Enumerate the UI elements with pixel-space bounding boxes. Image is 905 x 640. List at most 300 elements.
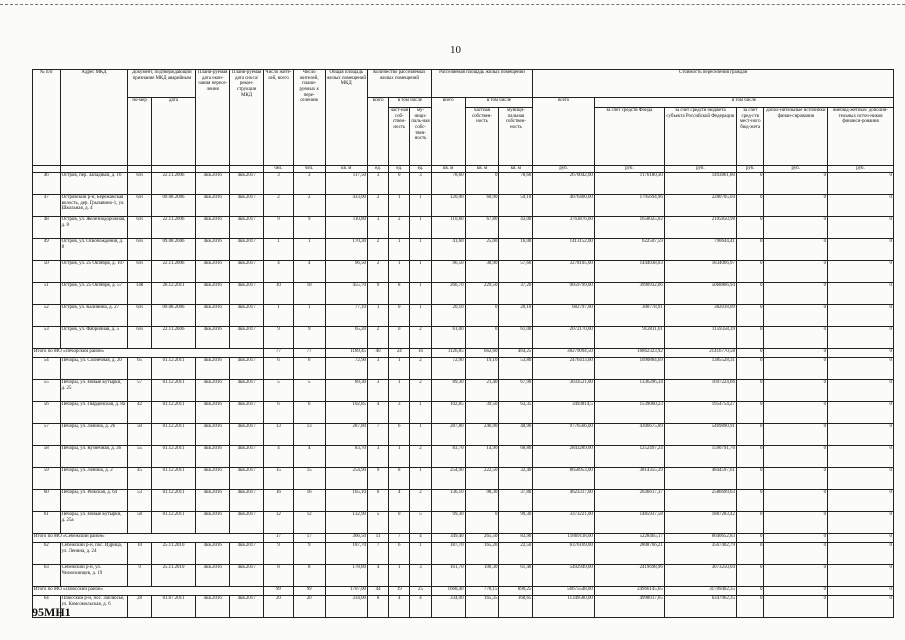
cell-rt: 4	[367, 402, 388, 424]
cell-am: 22,50	[499, 543, 533, 565]
table-row	[33, 327, 894, 349]
cell-dn: 28	[128, 596, 151, 618]
cell-ct: 56675548,00	[533, 587, 594, 596]
cell-cf: 4998017,65	[594, 596, 664, 618]
cell-p1: 4кв.2016	[196, 283, 230, 305]
cell-cn: 0	[828, 261, 894, 283]
cell-ap: 229,50	[465, 283, 499, 305]
cell-resp: 15	[293, 468, 325, 490]
cell-rp: 6	[389, 543, 410, 565]
cell-cf: 2808766,21	[594, 543, 664, 565]
cell-p2: 4кв.2017	[230, 468, 264, 490]
cell-am: 32,40	[499, 468, 533, 490]
cell-area: 165,10	[325, 490, 367, 512]
cell-area: 455,70	[325, 283, 367, 305]
cell-rt: 1	[367, 305, 388, 327]
cell-cr: 1697224,66	[664, 380, 736, 402]
cell-dd: 22.11.2006	[151, 261, 196, 283]
cell-n: 60	[33, 490, 61, 512]
cell-dn: 50	[128, 424, 151, 446]
cell-ap: 778,15	[465, 587, 499, 596]
cell-ct: 682797,00	[533, 305, 594, 327]
cell-cf: 16862323,92	[594, 349, 664, 358]
cell-cr: 5469890,91	[664, 424, 736, 446]
cell-res: 20	[264, 596, 294, 618]
header-area-private: частная собствен-ность	[465, 108, 499, 166]
cell-rp: 1	[389, 358, 410, 380]
cell-p1: 4кв.2016	[196, 358, 230, 380]
cell-n: 51	[33, 283, 61, 305]
cell-rp: 1	[389, 261, 410, 283]
cell-res: 99	[264, 587, 294, 596]
header-cost-extra: допол-нительные источники финан-сирования	[764, 108, 828, 166]
cell-dn: 58	[128, 512, 151, 534]
cell-dd: 01.12.2011	[151, 468, 196, 490]
cell-rt: 2	[367, 195, 388, 217]
cell-addr: Остров, ул. 25 Октября, д. 107	[60, 261, 128, 283]
cell-p2: 4кв.2017	[230, 305, 264, 327]
cell-cl: 0	[736, 543, 764, 565]
cell-ap: 0	[465, 305, 499, 327]
unit-cell	[230, 166, 264, 173]
cell-ap: 67,80	[465, 217, 499, 239]
cell-n: 55	[33, 380, 61, 402]
cell-ce: 0	[764, 239, 828, 261]
cell-rt: 3	[367, 380, 388, 402]
cell-rm: 3	[410, 173, 431, 195]
cell-ap: 246,90	[465, 424, 499, 446]
cell-resp: 9	[293, 327, 325, 349]
cell-ce: 0	[764, 446, 828, 468]
cell-res: 6	[264, 358, 294, 380]
cell-res: 9	[264, 543, 294, 565]
cell-area: 1707,00	[325, 587, 367, 596]
cell-ap: 21,40	[465, 380, 499, 402]
header-area-incl: в том числе	[465, 98, 533, 108]
cell-ct: 3493814,5	[533, 402, 594, 424]
cell-dn: 10	[128, 543, 151, 565]
cell-cr: 1954754,27	[664, 402, 736, 424]
cell-cf: 1252497,24	[594, 446, 664, 468]
cell-at: 20,10	[431, 305, 465, 327]
cell-ce: 0	[764, 217, 828, 239]
cell-ce: 0	[764, 173, 828, 195]
cell-at: 187,70	[431, 543, 465, 565]
cell-dn: 65	[128, 358, 151, 380]
scan-top-rule	[0, 4, 905, 5]
cell-label: Итого по МО «Себежский район»	[33, 534, 264, 543]
header-planned-resettle: Плани-руемая дата окон-чания пересе-ления	[196, 70, 230, 166]
cell-addr: Плюсский р-н, пос. Заплюсье, ул. Комсомольская, д. 6	[60, 596, 128, 618]
cell-cr: 21416770,58	[664, 349, 736, 358]
cell-ce: 0	[764, 534, 828, 543]
unit-cell	[33, 166, 61, 173]
table-row	[33, 468, 894, 490]
cell-area: 170,30	[325, 239, 367, 261]
cell-dd: 01.12.2011	[151, 512, 196, 534]
cell-dd: 01.12.2011	[151, 380, 196, 402]
cell-res: 9	[264, 217, 294, 239]
cell-dn: 42	[128, 402, 151, 424]
cell-res: 4	[264, 261, 294, 283]
cell-cl: 0	[736, 380, 764, 402]
cell-cn: 0	[828, 358, 894, 380]
cell-p1: 4кв.2016	[196, 512, 230, 534]
unit-cell: ед.	[367, 166, 388, 173]
cell-ct: 8658953,00	[533, 468, 594, 490]
cell-cn: 0	[828, 327, 894, 349]
cell-cr: 4844597,61	[664, 468, 736, 490]
cell-rm: 1	[410, 239, 431, 261]
cell-area: 132,90	[325, 512, 367, 534]
cell-ct: 2670042,00	[533, 173, 594, 195]
cell-at: 136,10	[431, 490, 465, 512]
table-row	[33, 217, 894, 239]
cell-cl: 0	[736, 565, 764, 587]
cell-rp: 24	[389, 349, 410, 358]
cell-ce: 0	[764, 261, 828, 283]
cell-ce: 0	[764, 596, 828, 618]
cell-area: 117,50	[325, 173, 367, 195]
cell-at: 61,00	[431, 327, 465, 349]
cell-resp: 3	[293, 173, 325, 195]
cell-rm: 2	[410, 380, 431, 402]
cell-cn: 0	[828, 195, 894, 217]
cell-cr: 6640652,83	[664, 534, 736, 543]
table-row	[33, 424, 894, 446]
cell-area: 433,00	[325, 195, 367, 217]
cell-rp: 19	[389, 587, 410, 596]
cell-cn: 0	[828, 596, 894, 618]
cell-ct: 5492949,00	[533, 565, 594, 587]
cell-ce: 0	[764, 512, 828, 534]
cell-resp: 6	[293, 402, 325, 424]
cell-resp: 4	[293, 446, 325, 468]
cell-at: 349,40	[431, 534, 465, 543]
cell-dd: 25.11.2010	[151, 565, 196, 587]
table-row	[33, 305, 894, 327]
table-row	[33, 596, 894, 618]
cell-area: 1189,45	[325, 349, 367, 358]
unit-cell: ед.	[410, 166, 431, 173]
cell-cl: 0	[736, 195, 764, 217]
cell-rp: 1	[389, 195, 410, 217]
cell-p2: 4кв.2017	[230, 261, 264, 283]
cell-ap: 19,10	[465, 358, 499, 380]
header-cost: Стоимость переселения граждан	[533, 70, 894, 98]
cell-ap: 222,50	[465, 468, 499, 490]
cell-ce: 0	[764, 543, 828, 565]
cell-cl: 0	[736, 283, 764, 305]
cell-rp: 1	[389, 239, 410, 261]
cell-res: 16	[264, 490, 294, 512]
unit-cell: руб.	[664, 166, 736, 173]
cell-cf: 2036617,37	[594, 490, 664, 512]
cell-cl: 0	[736, 261, 764, 283]
cell-cr: 1493861,80	[664, 173, 736, 195]
cell-addr: Остров, ул. Освобождения, д. 8	[60, 239, 128, 261]
cell-dn: 53	[128, 490, 151, 512]
cell-res: 12	[264, 512, 294, 534]
cell-rt: 7	[367, 424, 388, 446]
cell-p1: 4кв.2016	[196, 239, 230, 261]
unit-cell: ед.	[389, 166, 410, 173]
total-row	[33, 587, 894, 596]
cell-cr: 31709402,35	[664, 587, 736, 596]
cell-am: 78,60	[499, 173, 533, 195]
cell-at: 254,90	[431, 468, 465, 490]
cell-cf: 1444038,03	[594, 261, 664, 283]
cell-area: 110,80	[325, 217, 367, 239]
cell-am: 53,80	[499, 358, 533, 380]
header-address: Адрес МКД	[60, 70, 128, 166]
table-row	[33, 283, 894, 305]
cell-addr: Печоры, ул. Гвардейская, д. 8а	[60, 402, 128, 424]
cell-addr: Печоры, ул. Рижская, д. 64	[60, 490, 128, 512]
cell-p1: 4кв.2016	[196, 195, 230, 217]
cell-area: 254,90	[325, 468, 367, 490]
header-rooms-municipal: му-ници-паль-ная собс-твен-ность	[410, 108, 431, 166]
cell-res: 77	[264, 349, 294, 358]
table-header	[33, 70, 894, 173]
cell-ce: 0	[764, 195, 828, 217]
cell-addr: Островский р-н, Бережанская волость, дер. Грызавино-1, ул. Школьная, д. 4	[60, 195, 128, 217]
cell-area: 287,80	[325, 424, 367, 446]
header-total-area: Общая площадь жилых помещений МКД	[325, 70, 367, 166]
cell-area: 102,85	[325, 402, 367, 424]
cell-rm: 1	[410, 283, 431, 305]
table-row	[33, 239, 894, 261]
cell-p2: 4кв.2017	[230, 173, 264, 195]
cell-area: 187,70	[325, 543, 367, 565]
cell-ce: 0	[764, 402, 828, 424]
cell-res: 15	[264, 468, 294, 490]
cell-cr: 2586699,63	[664, 490, 736, 512]
cell-cf: 300778,91	[594, 305, 664, 327]
cell-p2: 4кв.2017	[230, 565, 264, 587]
cell-ap: 0	[465, 327, 499, 349]
cell-resp: 4	[293, 261, 325, 283]
cell-p2: 4кв.2017	[230, 596, 264, 618]
cell-cn: 0	[828, 446, 894, 468]
cell-rp: 6	[389, 424, 410, 446]
cell-cn: 0	[828, 349, 894, 358]
header-cost-total: всего	[533, 98, 594, 166]
header-rooms-incl: в том числе	[389, 98, 431, 108]
unit-cell: руб.	[828, 166, 894, 173]
header-document: Документ, подтверждающий признание МКД аварийным	[128, 70, 196, 98]
cell-res: 8	[264, 565, 294, 587]
cell-cl: 0	[736, 490, 764, 512]
cell-ct: 9776566,00	[533, 424, 594, 446]
cell-cn: 0	[828, 512, 894, 534]
cell-dd: 22.11.2006	[151, 327, 196, 349]
cell-dn: б/н	[128, 195, 151, 217]
cell-cl: 0	[736, 305, 764, 327]
cell-resp: 6	[293, 358, 325, 380]
unit-cell: руб.	[764, 166, 828, 173]
cell-dd: 28.12.2011	[151, 283, 196, 305]
cell-dn: б/н	[128, 217, 151, 239]
cell-addr: Остров, пер. Западный, д. 16	[60, 173, 128, 195]
cell-res: 1	[264, 239, 294, 261]
cell-ap: 39,50	[465, 402, 499, 424]
cell-dd: 01.12.2011	[151, 424, 196, 446]
cell-area: 334,00	[325, 596, 367, 618]
cell-cf: 3990932,06	[594, 283, 664, 305]
cell-addr: Остров, ул. Калинина, д. 27	[60, 305, 128, 327]
cell-ct: 11869118,00	[533, 534, 594, 543]
header-residents-total: Число жите-лей, всего	[264, 70, 294, 166]
total-row	[33, 534, 894, 543]
cell-rp: 0	[389, 327, 410, 349]
cell-ct: 4076400,00	[533, 195, 594, 217]
cell-p2: 4кв.2017	[230, 512, 264, 534]
cell-rp: 4	[389, 490, 410, 512]
cell-ap: 265,50	[465, 534, 499, 543]
cell-rt: 2	[367, 327, 388, 349]
cell-addr: Остров, ул. 25 Октября, д. 57	[60, 283, 128, 305]
cell-ce: 0	[764, 327, 828, 349]
cell-am: 37,20	[499, 283, 533, 305]
unit-cell	[128, 166, 151, 173]
cell-dd: 09.08.2006	[151, 305, 196, 327]
cell-cf: 1795694,96	[594, 195, 664, 217]
cell-rt: 6	[367, 490, 388, 512]
cell-ct: 4623317,00	[533, 490, 594, 512]
cell-am: 99,30	[499, 512, 533, 534]
cell-ce: 0	[764, 283, 828, 305]
cell-dd: 01.12.2011	[151, 490, 196, 512]
cell-rm: 5	[410, 512, 431, 534]
unit-cell: руб.	[736, 166, 764, 173]
table-row	[33, 490, 894, 512]
cell-ap: 165,20	[465, 543, 499, 565]
cell-rm: 3	[410, 565, 431, 587]
cell-rm: 2	[410, 327, 431, 349]
cell-cr: 1887283,42	[664, 512, 736, 534]
cell-area: 178,80	[325, 565, 367, 587]
cell-rp: 4	[389, 596, 410, 618]
cell-cn: 0	[828, 534, 894, 543]
cell-am: 83,90	[499, 534, 533, 543]
unit-cell: руб.	[594, 166, 664, 173]
cell-cn: 0	[828, 543, 894, 565]
cell-cf: 1485937,58	[594, 512, 664, 534]
header-area-total: всего	[431, 98, 465, 166]
cell-ap: 0	[465, 173, 499, 195]
cell-am: 20,10	[499, 305, 533, 327]
cell-rm: 1	[410, 543, 431, 565]
unit-cell: чел.	[264, 166, 294, 173]
cell-am: 464,25	[499, 349, 533, 358]
cell-dd: 01.12.2011	[151, 446, 196, 468]
cell-cn: 0	[828, 239, 894, 261]
cell-n: 64	[33, 596, 61, 618]
cell-resp: 16	[293, 490, 325, 512]
cell-p2: 4кв.2017	[230, 239, 264, 261]
cell-dn: 9	[128, 565, 151, 587]
cell-am: 61,00	[499, 327, 533, 349]
cell-res: 9	[264, 327, 294, 349]
cell-cl: 0	[736, 349, 764, 358]
cell-area: 77,10	[325, 305, 367, 327]
cell-at: 72,90	[431, 358, 465, 380]
cell-ct: 9059799,00	[533, 283, 594, 305]
cell-cf: 1336296,34	[594, 380, 664, 402]
cell-area: 96,50	[325, 261, 367, 283]
cell-rm: 4	[410, 534, 431, 543]
cell-resp: 13	[293, 424, 325, 446]
cell-resp: 1	[293, 305, 325, 327]
unit-cell	[151, 166, 196, 173]
cell-ct: 2476413,00	[533, 358, 594, 380]
cell-cr: 790644,41	[664, 239, 736, 261]
cell-rp: 1	[389, 446, 410, 468]
cell-rm: 1	[410, 468, 431, 490]
cell-cr: 3073250,04	[664, 565, 736, 587]
cell-rt: 3	[367, 217, 388, 239]
cell-cl: 0	[736, 596, 764, 618]
cell-at: 287,80	[431, 424, 465, 446]
cell-cf: 1176180,30	[594, 173, 664, 195]
cell-cl: 0	[736, 239, 764, 261]
cell-rm: 1	[410, 424, 431, 446]
unit-cell	[196, 166, 230, 173]
cell-resp: 20	[293, 596, 325, 618]
cell-addr: Себежский р-н, пос. Идрица, ул. Ленина, д. 24	[60, 543, 128, 565]
cell-n: 58	[33, 446, 61, 468]
cell-rp: 1	[389, 565, 410, 587]
cell-am: 57,60	[499, 261, 533, 283]
cell-cf: 622507,59	[594, 239, 664, 261]
cell-addr: Печоры, ул. Новые Бутырки, д. 25	[60, 380, 128, 402]
cell-rp: 0	[389, 305, 410, 327]
cell-ce: 0	[764, 349, 828, 358]
cell-n: 49	[33, 239, 61, 261]
cell-p2: 4кв.2017	[230, 283, 264, 305]
cell-ct: 38279094,50	[533, 349, 594, 358]
cell-rp: 0	[389, 512, 410, 534]
cell-cl: 0	[736, 512, 764, 534]
cell-ce: 0	[764, 468, 828, 490]
cell-dd: 25.11.2010	[151, 543, 196, 565]
cell-ap: 98,30	[465, 490, 499, 512]
cell-am: 168,65	[499, 596, 533, 618]
cell-cf: 3814355,39	[594, 468, 664, 490]
cell-resp: 9	[293, 217, 325, 239]
cell-cf: 1658025,02	[594, 217, 664, 239]
cell-p2: 4кв.2017	[230, 380, 264, 402]
cell-label: Итого по МО «Печорский район»	[33, 349, 264, 358]
cell-n: 59	[33, 468, 61, 490]
cell-dn: 45	[128, 468, 151, 490]
cell-resp: 5	[293, 380, 325, 402]
cell-n: 54	[33, 358, 61, 380]
cell-cn: 0	[828, 173, 894, 195]
cell-ct: 3033521,00	[533, 380, 594, 402]
cell-p2: 4кв.2017	[230, 327, 264, 349]
cell-p1: 4кв.2016	[196, 596, 230, 618]
cell-ce: 0	[764, 490, 828, 512]
cell-ct: 1413152,00	[533, 239, 594, 261]
header-residents-planned: Число жителей, плани-руемых к пере-селению	[293, 70, 325, 166]
cell-rt: 7	[367, 543, 388, 565]
cell-at: 1126,85	[431, 349, 465, 358]
cell-ct: 2843289,00	[533, 446, 594, 468]
cell-at: 89,30	[431, 380, 465, 402]
cell-rm: 1	[410, 217, 431, 239]
